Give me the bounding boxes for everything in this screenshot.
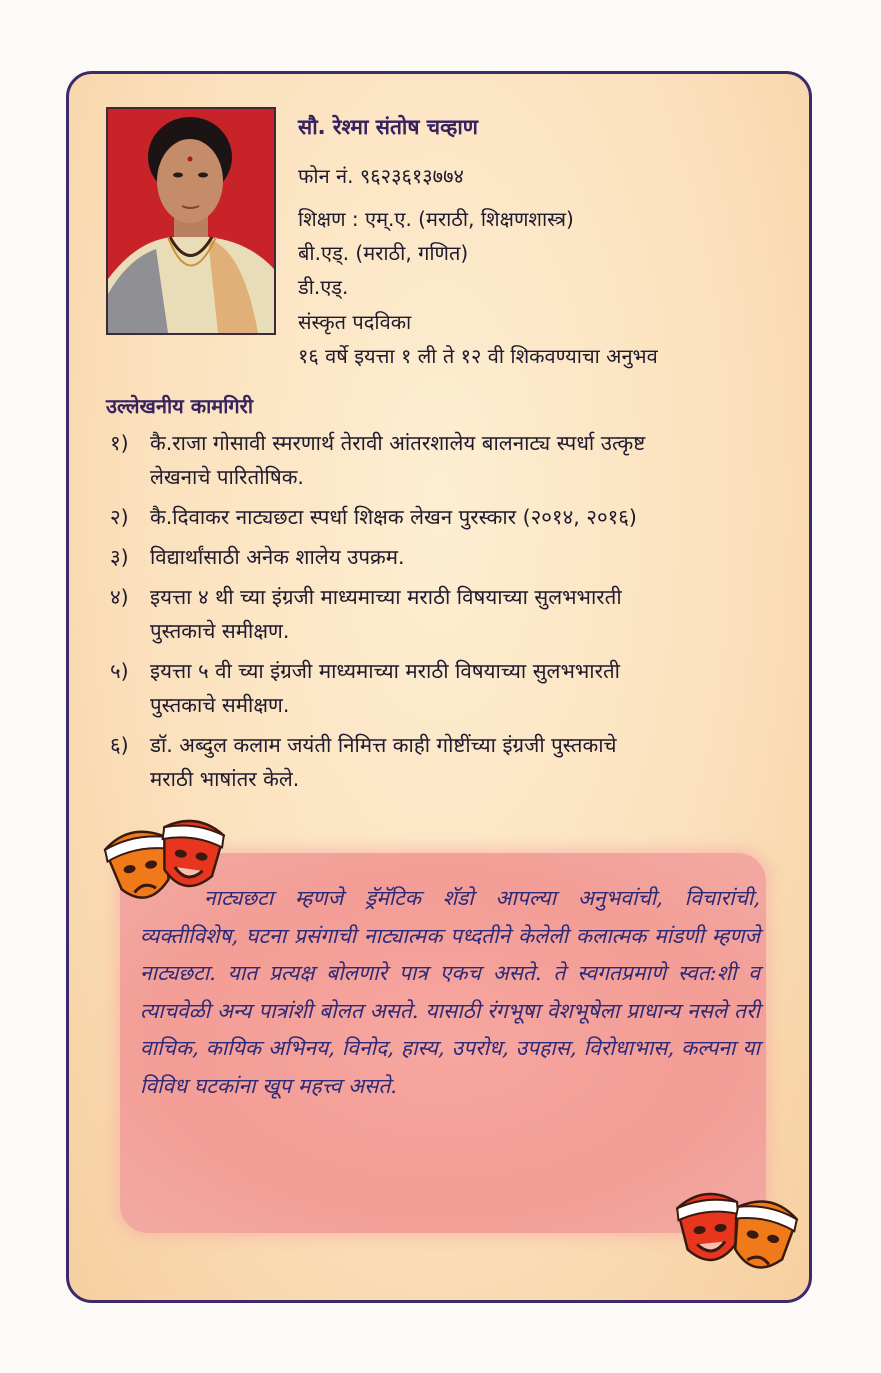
phone-number: फोन नं. ९६२३६१३७७४ xyxy=(298,164,464,188)
theatre-masks-icon xyxy=(100,815,226,919)
education-line: संस्कृत पदविका xyxy=(298,310,412,334)
profile-name: सौ. रेश्मा संतोष चव्हाण xyxy=(298,115,478,139)
achievements-heading: उल्लेखनीय कामगिरी xyxy=(106,394,254,418)
item-number: ५) xyxy=(110,659,129,683)
list-item xyxy=(110,426,790,494)
item-text-continued: लेखनाचे पारितोषिक. xyxy=(150,465,304,489)
item-text-continued: मराठी भाषांतर केले. xyxy=(150,767,300,791)
list-item xyxy=(110,654,790,722)
item-number: ४) xyxy=(110,585,129,609)
item-text: कै.दिवाकर नाट्यछटा स्पर्धा शिक्षक लेखन पुरस्कार (२०१४, २०१६) xyxy=(150,505,637,529)
education-line: डी.एड्. xyxy=(298,275,349,299)
item-text: डॉ. अब्दुल कलाम जयंती निमित्त काही गोष्टींच्या इंग्रजी पुस्तकाचे xyxy=(150,733,617,757)
item-text-continued: पुस्तकाचे समीक्षण. xyxy=(150,619,290,643)
experience-line: १६ वर्षे इयत्ता १ ली ते १२ वी शिकवण्याचा अनुभव xyxy=(298,344,658,368)
item-text: इयत्ता ५ वी च्या इंग्रजी माध्यमाच्या मराठी विषयाच्या सुलभभारती xyxy=(150,659,620,683)
quote-text: नाट्यछटा म्हणजे ड्रॅमॅटिक शॅडो आपल्या अनुभवांची, विचारांची, व्यक्तीविशेष, घटना प्रसंगाची नाट्यात्मक पध्दतीने केलेली कलात्मक मांडणी म्हणजे नाट्यछटा. यात प्रत्यक्ष बोलणारे पात्र एकच असते. ते स्वगतप्रमाणे स्वत:शी व त्याचवेळी अन्य पात्रांशी बोलत असते. यासाठी रंगभूषा वेशभूषेला प्राधान्य नसले तरी वाचिक, कायिक अभिनय, विनोद, हास्य, उपरोध, उपहास, विरोधाभास, कल्पना या विविध घटकांना खूप महत्त्व असते. xyxy=(140,886,760,1098)
item-text-continued: पुस्तकाचे समीक्षण. xyxy=(150,693,290,717)
item-text: विद्यार्थांसाठी अनेक शालेय उपक्रम. xyxy=(150,545,405,569)
list-item xyxy=(110,500,790,534)
list-item xyxy=(110,728,790,796)
item-number: २) xyxy=(110,505,129,529)
item-text: इयत्ता ४ थी च्या इंग्रजी माध्यमाच्या मराठी विषयाच्या सुलभभारती xyxy=(150,585,622,609)
profile-photo xyxy=(106,107,276,335)
achievements-list xyxy=(110,426,790,802)
item-number: १) xyxy=(110,431,129,455)
list-item xyxy=(110,580,790,648)
list-item xyxy=(110,540,790,574)
education-line: बी.एड्. (मराठी, गणित) xyxy=(298,241,469,265)
education-line: शिक्षण : एम्.ए. (मराठी, शिक्षणशास्त्र) xyxy=(298,207,574,231)
theatre-masks-icon xyxy=(674,1183,800,1287)
item-text: कै.राजा गोसावी स्मरणार्थ तेरावी आंतरशालेय बालनाट्य स्पर्धा उत्कृष्ट xyxy=(150,431,646,455)
item-number: ६) xyxy=(110,733,129,757)
item-number: ३) xyxy=(110,545,129,569)
